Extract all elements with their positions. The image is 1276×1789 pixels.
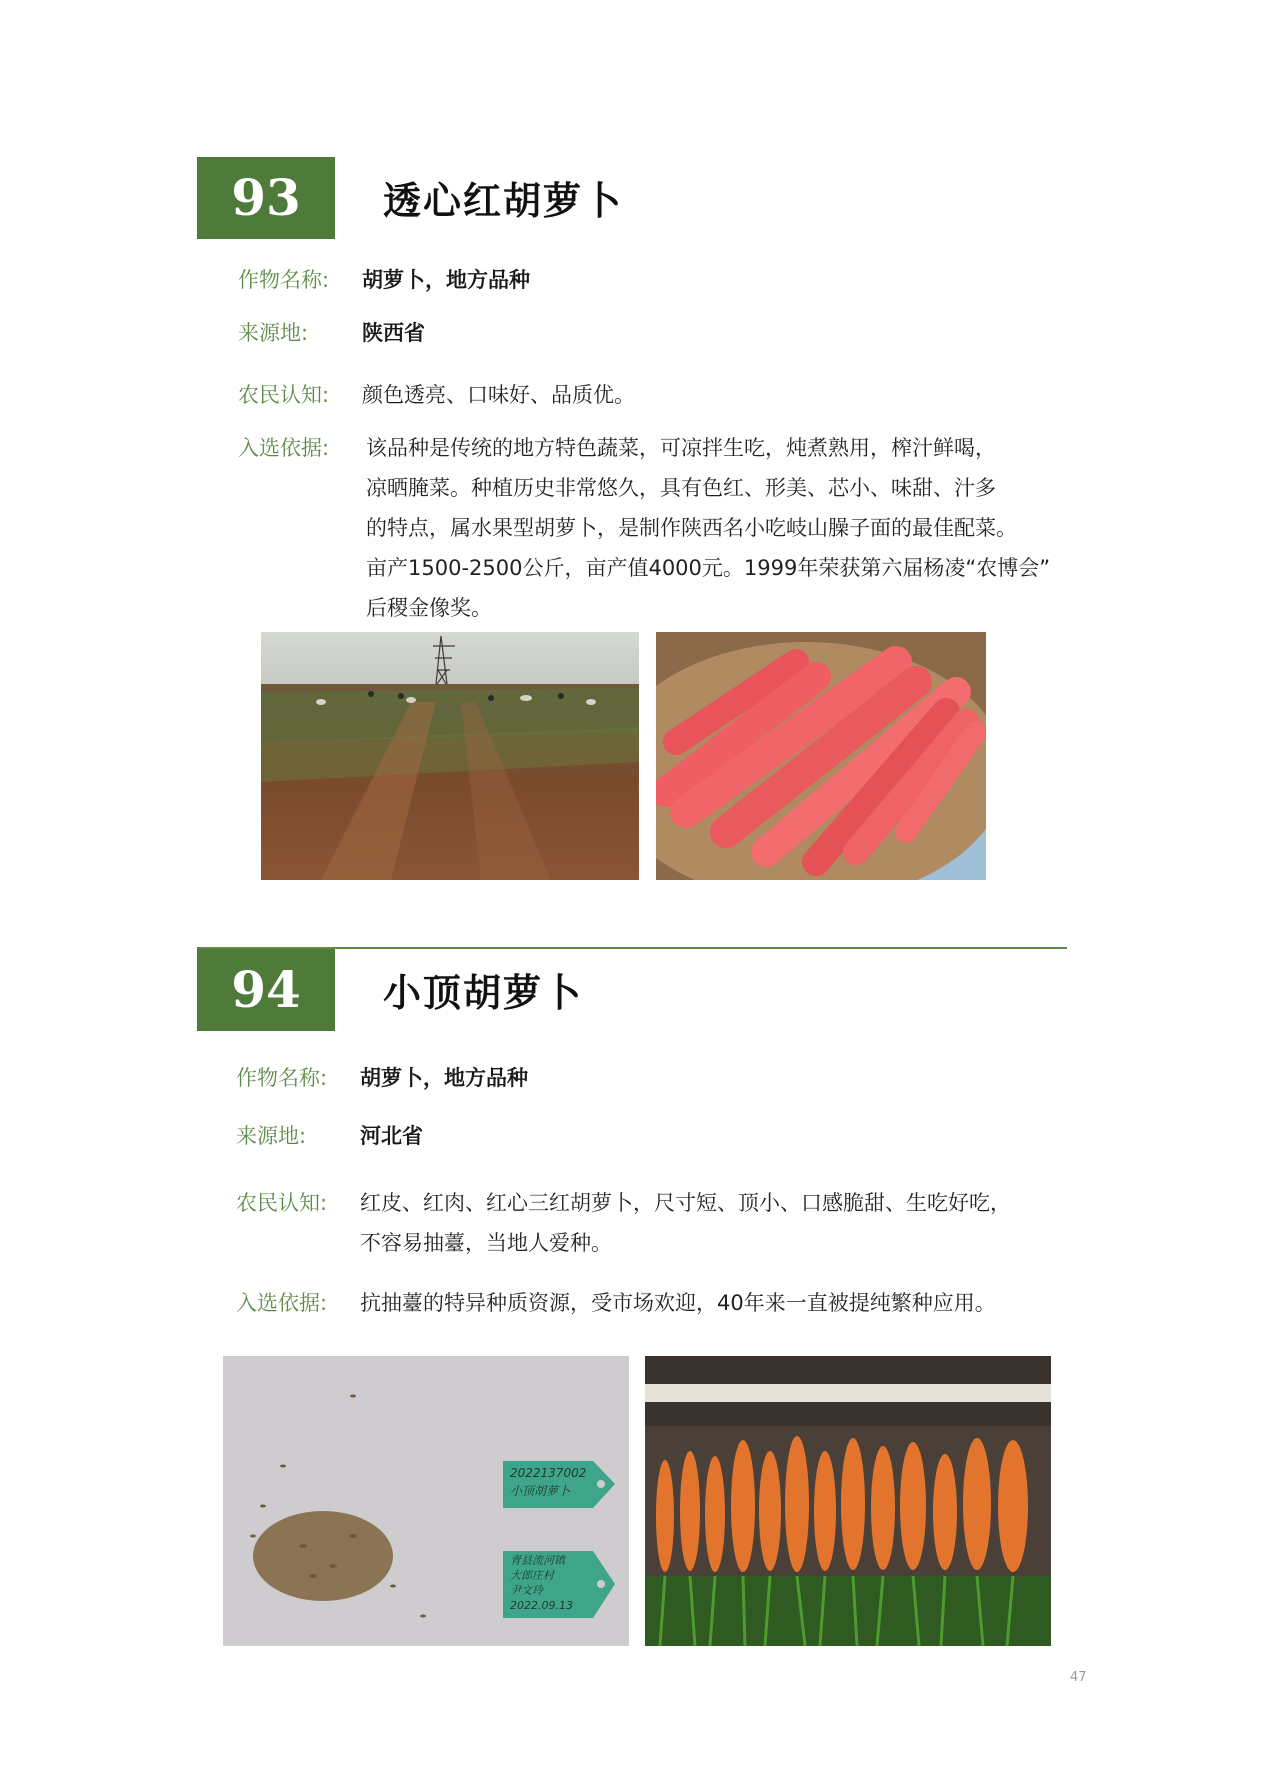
farmer-view-line: 红皮、红肉、红心三红胡萝卜，尺寸短、顶小、口感脆甜、生吃好吃， <box>360 1191 1011 1215</box>
farmer-view-label: 农民认知: <box>238 383 330 407</box>
entry-number-badge: 94 <box>197 949 335 1031</box>
crop-name-label: 作物名称: <box>238 268 330 292</box>
seed-tag-line: 2022137002 <box>510 1466 587 1480</box>
farmer-view-line: 不容易抽薹，当地人爱种。 <box>360 1231 612 1255</box>
entry-number-badge: 93 <box>197 157 335 239</box>
selection-basis-line: 亩产1500-2500公斤，亩产值4000元。1999年荣获第六届杨凌“农博会” <box>366 556 1051 580</box>
page-number: 47 <box>1070 1670 1087 1685</box>
entry-title: 透心红胡萝卜 <box>383 179 624 223</box>
selection-basis-text <box>360 1283 996 1323</box>
selection-basis-text <box>366 428 1050 628</box>
red-carrots-photo <box>656 632 986 880</box>
seed-tag-line: 小顶胡萝卜 <box>510 1484 571 1498</box>
farmer-view-label: 农民认知: <box>236 1191 328 1215</box>
selection-basis-line: 后稷金像奖。 <box>366 596 492 620</box>
seed-tag-line: 2022.09.13 <box>510 1599 573 1612</box>
crop-name-value: 胡萝卜，地方品种 <box>362 268 530 292</box>
seed-tag-2-text <box>510 1553 573 1613</box>
seeds-photo <box>223 1356 629 1646</box>
field-photo <box>261 632 639 880</box>
origin-label: 来源地: <box>236 1124 307 1148</box>
selection-basis-label: 入选依据: <box>236 1291 328 1315</box>
seed-tag-line: 尹文玲 <box>510 1584 543 1597</box>
selection-basis-label: 入选依据: <box>238 436 330 460</box>
crop-name-value: 胡萝卜，地方品种 <box>360 1066 528 1090</box>
origin-label: 来源地: <box>238 321 309 345</box>
orange-carrots-photo <box>645 1356 1051 1646</box>
seed-tag-line: 大郎庄村 <box>510 1569 554 1582</box>
selection-basis-line: 凉晒腌菜。种植历史非常悠久，具有色红、形美、芯小、味甜、汁多 <box>366 476 996 500</box>
farmer-view-text <box>362 375 635 415</box>
entry-title: 小顶胡萝卜 <box>383 971 584 1015</box>
origin-value: 陕西省 <box>362 321 425 345</box>
farmer-view-text <box>360 1183 1011 1263</box>
crop-name-label: 作物名称: <box>236 1066 328 1090</box>
origin-value: 河北省 <box>360 1124 423 1148</box>
selection-basis-line: 该品种是传统的地方特色蔬菜，可凉拌生吃，炖煮熟用，榨汁鲜喝， <box>366 436 996 460</box>
selection-basis-line: 的特点，属水果型胡萝卜，是制作陕西名小吃岐山臊子面的最佳配菜。 <box>366 516 1017 540</box>
seed-tag-line: 青县流河镇 <box>510 1554 565 1567</box>
farmer-view-line: 颜色透亮、口味好、品质优。 <box>362 383 635 407</box>
selection-basis-line: 抗抽薹的特异种质资源，受市场欢迎，40年来一直被提纯繁种应用。 <box>360 1291 996 1315</box>
seed-tag-1-text <box>510 1464 586 1500</box>
